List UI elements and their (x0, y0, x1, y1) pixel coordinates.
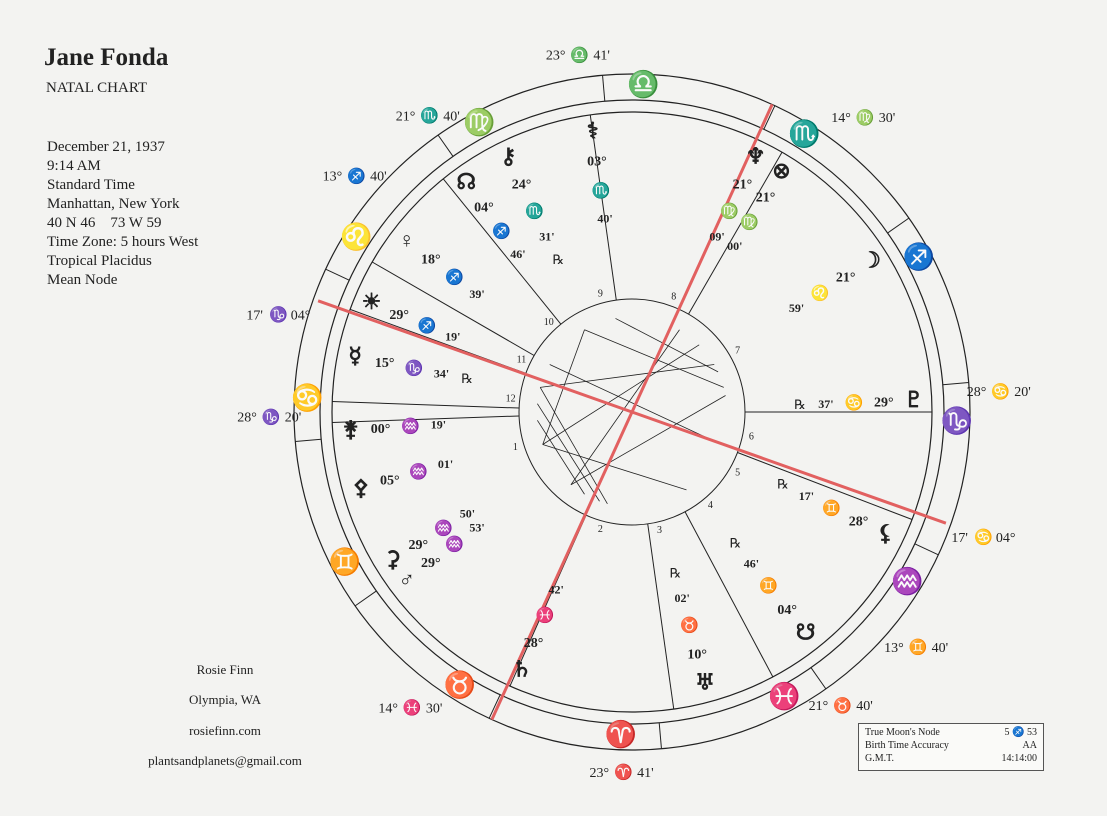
cusp-minutes: 40' (370, 169, 387, 185)
planet-degree: 03° (587, 154, 607, 170)
zodiac-sign-glyph: ♉ (443, 670, 476, 700)
planet-placement (730, 535, 816, 644)
aspect-line (571, 330, 680, 485)
cusp-label (884, 638, 948, 656)
house-cusp-line (689, 152, 783, 314)
author-name: Rosie Finn (196, 662, 254, 677)
house-number: 9 (597, 288, 603, 300)
node-type: Mean Node (47, 272, 118, 288)
planet-degree: 04° (474, 200, 494, 216)
cusp-label (323, 167, 387, 185)
planet-degree: 29° (389, 307, 409, 323)
table-label: G.M.T. (865, 753, 894, 764)
cusp-label (809, 696, 873, 714)
table-value: 5 ♐ 53 (1004, 727, 1037, 738)
cusp-minutes: 40' (856, 699, 873, 715)
planet-sign: ♏ (591, 183, 611, 200)
table-label: Birth Time Accuracy (865, 740, 949, 751)
cusp-minutes: 04° (995, 530, 1016, 546)
planet-sign: ♏ (525, 203, 545, 220)
birth-date: December 21, 1937 (47, 139, 165, 155)
sign-divider (811, 668, 826, 689)
house-number: 7 (735, 345, 741, 357)
planet-glyph: ☋ (795, 619, 816, 645)
planet-placement (353, 457, 453, 500)
planet-degree: 05° (379, 473, 400, 489)
planet-degree: 21° (835, 270, 856, 286)
planet-placement (789, 248, 881, 315)
sign-divider (295, 439, 321, 441)
planet-sign: ♒ (401, 418, 420, 435)
planet-minutes: 46' (743, 556, 760, 571)
chart-owner-name: Jane Fonda (44, 44, 169, 71)
planet-glyph: ⚳ (384, 546, 401, 572)
planet-glyph: ☀ (361, 289, 382, 315)
planet-glyph: ♂ (398, 566, 416, 592)
planet-placement (399, 227, 485, 301)
planet-sign: ♒ (434, 521, 454, 538)
planet-sign: ♌ (810, 285, 830, 302)
cusp-label (831, 108, 895, 126)
cusp-degree: 21° (395, 109, 416, 125)
planet-degree: 28° (523, 636, 544, 652)
planet-minutes: 19' (430, 417, 447, 432)
planet-sign: ♋ (844, 395, 864, 412)
planet-placement (777, 477, 893, 546)
zodiac-sign-glyph: ♓ (768, 681, 801, 711)
planet-glyph: ⚴ (352, 474, 369, 500)
cusp-sign: ♐ (347, 168, 366, 185)
zodiac-sign-glyph: ♌ (340, 222, 373, 252)
sign-divider (603, 75, 605, 101)
cusp-degree: 28° (237, 410, 257, 426)
cusp-degree: 14° (378, 701, 398, 717)
planet-placement (587, 118, 613, 226)
cusp-label (967, 382, 1031, 400)
planet-sign: ♍ (719, 203, 739, 220)
planet-glyph: ♄ (511, 656, 532, 682)
planet-minutes: 50' (459, 506, 476, 521)
planet-placement (362, 289, 461, 343)
house-number: 6 (748, 431, 754, 443)
house-cusp-line (332, 416, 519, 423)
retrograde-mark: ℞ (794, 397, 806, 413)
sign-divider (888, 218, 909, 233)
house-cusp-line (648, 524, 674, 709)
zodiac-sign-glyph: ♐ (902, 242, 936, 272)
house-number: 10 (543, 317, 554, 329)
planet-glyph: ☿ (348, 343, 362, 369)
cusp-label (378, 699, 442, 717)
cusp-sign: ♎ (570, 47, 590, 64)
planet-degree: 29° (420, 555, 441, 571)
house-number: 4 (707, 499, 713, 511)
birth-time: 9:14 AM (47, 158, 101, 174)
cusp-minutes: 41' (593, 48, 610, 64)
planet-sign: ♊ (822, 500, 841, 517)
cusp-degree: 17' (246, 308, 263, 324)
retrograde-mark: ℞ (777, 476, 789, 492)
planet-degree: 00° (370, 421, 391, 437)
planet-placement (670, 565, 715, 694)
planet-minutes: 46' (510, 246, 526, 261)
cusp-label (396, 107, 460, 125)
cusp-minutes: 04° (290, 308, 311, 324)
planet-minutes: 40' (597, 211, 613, 226)
zodiac-sign-glyph: ♈ (604, 719, 637, 749)
cusp-minutes: 41' (637, 765, 654, 781)
cusp-degree: 13° (322, 169, 343, 185)
planet-degree: 18° (420, 252, 441, 268)
planet-glyph: ♀ (398, 227, 416, 253)
zodiac-sign-glyph: ♑ (940, 406, 973, 436)
cusp-label (590, 763, 654, 781)
planet-minutes: 59' (788, 300, 805, 315)
cusp-sign: ♋ (991, 384, 1010, 401)
planet-glyph: ♆ (745, 143, 766, 169)
cusp-degree: 23° (589, 765, 610, 781)
cusp-label (546, 46, 610, 64)
cusp-sign: ♑ (269, 307, 288, 324)
planet-minutes: 02' (674, 591, 690, 606)
planet-degree: 24° (511, 177, 532, 193)
sign-divider (355, 591, 376, 606)
coordinates: 40 N 46 73 W 59 (47, 215, 162, 231)
planet-sign: ♊ (759, 578, 779, 595)
aspect-line (543, 345, 699, 445)
aspect-line (540, 365, 714, 388)
planet-degree: 21° (732, 177, 753, 193)
zodiac-sign-glyph: ♍ (463, 108, 496, 138)
planet-minutes: 37' (818, 396, 834, 411)
planet-placement (512, 582, 564, 681)
cusp-sign: ♑ (261, 409, 281, 426)
cusp-label (951, 528, 1015, 546)
zodiac-sign-glyph: ♏ (788, 119, 821, 149)
planet-sign: ♉ (680, 617, 699, 634)
house-cusp-line (443, 179, 561, 324)
table-value: 14:14:00 (1001, 753, 1037, 764)
planet-sign: ♓ (535, 607, 555, 624)
house-number: 1 (512, 441, 518, 453)
planet-sign: ♒ (445, 537, 465, 554)
house-number: 5 (735, 467, 741, 479)
house-number: 11 (516, 354, 527, 366)
cusp-sign: ♈ (614, 765, 633, 782)
zodiac-sign-glyph: ♎ (627, 70, 660, 100)
midheaven-axis (492, 104, 772, 719)
house-number: 3 (656, 525, 662, 537)
cusp-minutes: 20' (1014, 385, 1031, 401)
planet-glyph: ⚕ (586, 117, 599, 143)
planet-glyph: ♅ (695, 669, 715, 695)
time-standard: Standard Time (47, 177, 135, 193)
cusp-degree: 28° (966, 385, 987, 401)
table-value: AA (1022, 740, 1037, 751)
planet-degree: 15° (374, 356, 395, 372)
planet-sign: ♐ (445, 269, 465, 286)
cusp-label (237, 408, 301, 426)
sign-divider (438, 135, 453, 156)
cusp-degree: 21° (808, 699, 829, 715)
planet-glyph: ⊗ (772, 157, 791, 183)
planet-minutes: 39' (469, 286, 485, 301)
zodiac-sign-glyph: ♊ (328, 547, 362, 577)
planet-degree: 29° (874, 395, 894, 411)
cusp-minutes: 40' (443, 109, 460, 125)
cusp-minutes: 30' (878, 111, 896, 127)
sign-divider (326, 269, 350, 280)
cusp-degree: 14° (831, 111, 851, 127)
cusp-degree: 23° (545, 48, 566, 64)
cusp-degree: 17' (951, 530, 968, 546)
planet-sign: ♑ (404, 361, 424, 378)
birth-place: Manhattan, New York (47, 196, 180, 212)
house-number: 8 (671, 291, 677, 303)
author-location: Olympia, WA (189, 692, 261, 707)
planet-sign: ♐ (492, 223, 511, 240)
time-zone: Time Zone: 5 hours West (47, 234, 199, 250)
author-email[interactable]: plantsandplanets@gmail.com (148, 753, 302, 768)
retrograde-mark: ℞ (552, 251, 565, 267)
aspect-line (571, 396, 726, 485)
planet-degree: 28° (848, 514, 869, 530)
cusp-sign: ♉ (833, 698, 852, 715)
planet-minutes: 17' (798, 488, 815, 503)
house-number: 2 (597, 524, 603, 536)
planet-sign: ♐ (417, 318, 437, 335)
retrograde-mark: ℞ (729, 535, 742, 551)
planet-glyph: ⚵ (342, 416, 359, 442)
cusp-sign: ♍ (855, 110, 875, 127)
planet-glyph: ☊ (456, 168, 477, 194)
author-website[interactable]: rosiefinn.com (189, 723, 261, 738)
planet-sign: ♍ (740, 215, 759, 232)
planet-degree: 21° (755, 190, 776, 206)
planet-minutes: 19' (445, 329, 461, 344)
planet-glyph: ☽ (861, 247, 882, 273)
cusp-sign: ♊ (908, 639, 928, 656)
planet-minutes: 53' (469, 520, 485, 535)
chart-type-label: NATAL CHART (46, 80, 148, 96)
house-system: Tropical Placidus (47, 253, 152, 269)
cusp-minutes: 20' (284, 410, 302, 426)
cusp-minutes: 40' (931, 640, 949, 656)
planet-minutes: 09' (709, 229, 725, 244)
planet-degree: 10° (687, 647, 708, 663)
zodiac-sign-glyph: ♒ (891, 567, 924, 597)
cusp-sign: ♋ (974, 529, 994, 546)
planet-sign: ♒ (409, 464, 428, 481)
planet-minutes: 34' (433, 366, 450, 381)
retrograde-mark: ℞ (669, 565, 682, 581)
cusp-degree: 13° (884, 640, 904, 656)
table-label: True Moon's Node (865, 727, 940, 738)
planet-glyph: ♇ (903, 387, 924, 413)
house-cusp-line (332, 402, 519, 409)
cusp-sign: ♓ (402, 700, 422, 717)
planet-minutes: 01' (437, 457, 454, 472)
house-number: 12 (505, 393, 516, 405)
planet-minutes: 00' (727, 239, 743, 254)
planet-degree: 29° (408, 537, 429, 553)
sign-divider (943, 383, 969, 385)
sign-divider (659, 723, 661, 749)
retrograde-mark: ℞ (461, 370, 473, 386)
cusp-label (246, 306, 310, 324)
planet-glyph: ⚸ (877, 520, 894, 546)
planet-placement (794, 387, 924, 412)
cusp-sign: ♏ (420, 108, 439, 125)
zodiac-sign-glyph: ♋ (291, 383, 324, 413)
planet-minutes: 42' (548, 582, 564, 597)
cusp-minutes: 30' (425, 701, 443, 717)
planet-glyph: ⚷ (500, 143, 517, 169)
planet-minutes: 31' (539, 229, 555, 244)
planet-degree: 04° (777, 602, 797, 618)
sign-divider (915, 544, 939, 555)
